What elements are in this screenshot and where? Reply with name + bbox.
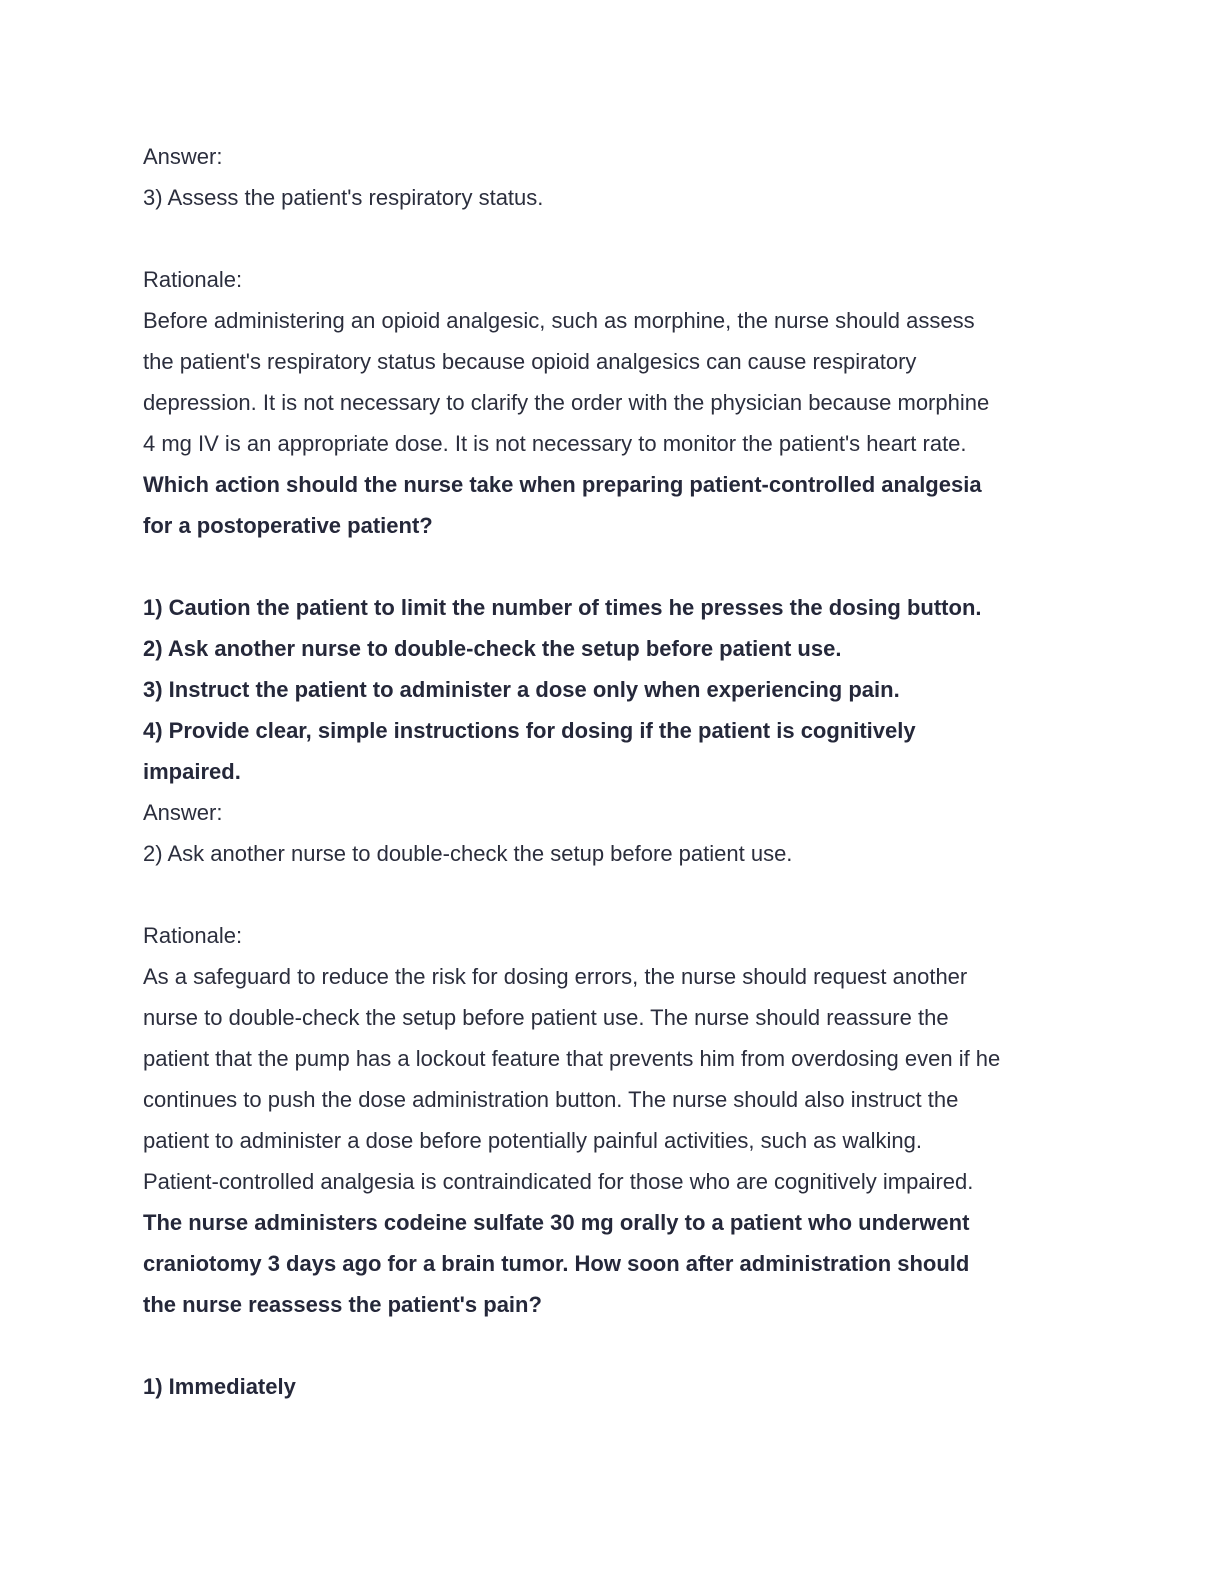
question-text-line: 3) Instruct the patient to administer a dose only when experiencing pain. bbox=[143, 677, 900, 702]
body-text-line: As a safeguard to reduce the risk for dosing errors, the nurse should request another bbox=[143, 964, 968, 989]
body-text-line: Before administering an opioid analgesic, such as morphine, the nurse should assess bbox=[143, 308, 975, 333]
body-text-line: nurse to double-check the setup before patient use. The nurse should reassure the bbox=[143, 1005, 949, 1030]
blank-line bbox=[143, 546, 1103, 587]
body-text-line: depression. It is not necessary to clarify the order with the physician because morphine bbox=[143, 390, 990, 415]
blank-line bbox=[143, 874, 1103, 915]
question-text-line: for a postoperative patient? bbox=[143, 513, 433, 538]
body-text-line: patient that the pump has a lockout feature that prevents him from overdosing even if he bbox=[143, 1046, 1001, 1071]
document-body bbox=[143, 136, 1103, 1407]
body-text-line: Rationale: bbox=[143, 267, 243, 292]
blank-line bbox=[143, 218, 1103, 259]
body-text-line: continues to push the dose administration button. The nurse should also instruct the bbox=[143, 1087, 959, 1112]
question-text-line: 1) Immediately bbox=[143, 1374, 296, 1399]
body-text-line: 3) Assess the patient's respiratory status. bbox=[143, 185, 544, 210]
body-text-line: 2) Ask another nurse to double-check the setup before patient use. bbox=[143, 841, 793, 866]
question-text-line: Which action should the nurse take when preparing patient-controlled analgesia bbox=[143, 472, 982, 497]
question-text-line: impaired. bbox=[143, 759, 241, 784]
body-text-line: patient to administer a dose before potentially painful activities, such as walking. bbox=[143, 1128, 922, 1153]
question-text-line: The nurse administers codeine sulfate 30 mg orally to a patient who underwent bbox=[143, 1210, 970, 1235]
question-text-line: craniotomy 3 days ago for a brain tumor. How soon after administration should bbox=[143, 1251, 970, 1276]
question-text-line: the nurse reassess the patient's pain? bbox=[143, 1292, 542, 1317]
question-text-line: 1) Caution the patient to limit the number of times he presses the dosing button. bbox=[143, 595, 982, 620]
body-text-line: Answer: bbox=[143, 800, 223, 825]
body-text-line: Patient-controlled analgesia is contraindicated for those who are cognitively impaired. bbox=[143, 1169, 974, 1194]
question-text-line: 4) Provide clear, simple instructions for dosing if the patient is cognitively bbox=[143, 718, 916, 743]
body-text-line: Answer: bbox=[143, 144, 223, 169]
blank-line bbox=[143, 1325, 1103, 1366]
question-text-line: 2) Ask another nurse to double-check the setup before patient use. bbox=[143, 636, 842, 661]
body-text-line: Rationale: bbox=[143, 923, 243, 948]
body-text-line: the patient's respiratory status because opioid analgesics can cause respiratory bbox=[143, 349, 917, 374]
body-text-line: 4 mg IV is an appropriate dose. It is not necessary to monitor the patient's heart rate. bbox=[143, 431, 967, 456]
